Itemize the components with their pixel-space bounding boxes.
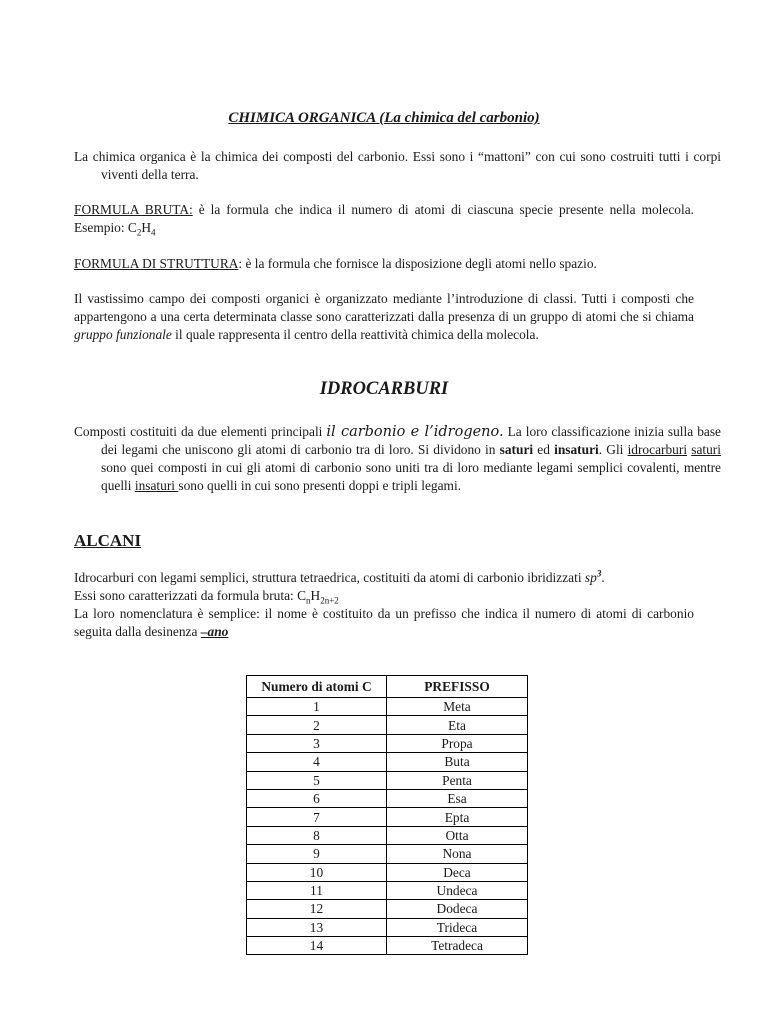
table-cell-prefisso: Otta — [387, 826, 528, 844]
classi-text1: Il vastissimo campo dei composti organici è organizzato mediante l’introduzione di classi. Tutti i composti che appartengono a una certa determinata classe sono caratterizzati dalla presenza di un gruppo di atomi che si chiama — [74, 291, 694, 324]
formula-bruta-h: H — [141, 220, 152, 235]
table-row — [247, 789, 528, 807]
table-row — [247, 845, 528, 863]
idro-p7: sono quelli in cui sono presenti doppi e tripli legami. — [178, 478, 462, 493]
alcani-l3: La loro nomenclatura è semplice: il nome è costituito da un prefisso che indica il numero di atomi di carbonio seguita dalla desinenza — [74, 606, 694, 639]
intro-text: La chimica organica è la chimica dei composti del carbonio. Essi sono i “mattoni” con cui sono costruiti tutti i corpi viventi della terra. — [74, 149, 721, 182]
classi-text2: il quale rappresenta il centro della reattività chimica della molecola. — [171, 327, 539, 342]
idrocarburi-paragraph — [74, 423, 721, 495]
formula-bruta-sub1: 2 — [136, 227, 142, 238]
formula-bruta-sub2: 4 — [151, 227, 156, 238]
idro-hand: il carbonio e l’idrogeno. — [326, 424, 504, 440]
gruppo-funzionale: gruppo funzionale — [74, 327, 172, 342]
table-cell-numero: 5 — [247, 771, 387, 789]
table-row — [247, 698, 528, 716]
alcani-line2 — [74, 587, 694, 605]
table-cell-prefisso: Eta — [387, 716, 528, 734]
table-row — [247, 881, 528, 899]
formula-bruta-text: è la formula che indica il numero di atomi di ciascuna specie presente nella molecola. Esempio: C — [74, 202, 694, 235]
table-cell-numero: 13 — [247, 918, 387, 936]
idro-p1: Composti costituiti da due elementi principali — [74, 424, 327, 439]
alcani-l2: Essi sono caratterizzati da formula bruta: C — [74, 588, 307, 603]
table-cell-numero: 10 — [247, 863, 387, 881]
formula-struttura-text: : è la formula che fornisce la disposizione degli atomi nello spazio. — [238, 256, 597, 271]
table-cell-prefisso: Nona — [387, 845, 528, 863]
table-row — [247, 808, 528, 826]
formula-struttura-label: FORMULA DI STRUTTURA — [74, 256, 239, 271]
table-row — [247, 937, 528, 955]
alcani-heading: ALCANI — [74, 531, 142, 550]
table-row — [247, 771, 528, 789]
idro-saturi-bold: saturi — [499, 442, 534, 457]
table-row — [247, 753, 528, 771]
table-cell-prefisso: Penta — [387, 771, 528, 789]
idro-saturi-u: saturi — [691, 442, 721, 457]
table-header-row — [247, 676, 528, 698]
table-cell-prefisso: Esa — [387, 789, 528, 807]
table-row — [247, 900, 528, 918]
formula-bruta-label: FORMULA BRUTA: — [74, 202, 193, 217]
alcani-l1-end: . — [601, 570, 605, 585]
prefix-table — [246, 675, 528, 955]
table-header-prefisso: PREFISSO — [387, 676, 528, 698]
idro-insaturi-u: insaturi — [134, 478, 179, 493]
idro-p4: . Gli — [598, 442, 628, 457]
alcani-line1 — [74, 569, 694, 587]
alcani-paragraph — [74, 569, 694, 641]
idro-idrocarburi-u: idrocarburi — [627, 442, 688, 457]
table-cell-numero: 4 — [247, 753, 387, 771]
table-cell-numero: 3 — [247, 734, 387, 752]
table-cell-prefisso: Epta — [387, 808, 528, 826]
table-cell-numero: 6 — [247, 789, 387, 807]
table-cell-numero: 2 — [247, 716, 387, 734]
alcani-sp-sup: 3 — [596, 568, 602, 579]
alcani-l2-h: H — [310, 588, 321, 603]
idrocarburi-heading: IDROCARBURI — [319, 379, 449, 399]
table-cell-prefisso: Propa — [387, 734, 528, 752]
table-row — [247, 734, 528, 752]
table-cell-numero: 7 — [247, 808, 387, 826]
idro-p2: La loro classificazione inizia sulla base dei legami che uniscono gli atomi di carbonio tra di loro. Si dividono in — [101, 424, 721, 457]
intro-paragraph — [74, 148, 721, 184]
table-cell-numero: 11 — [247, 881, 387, 899]
table-cell-prefisso: Meta — [387, 698, 528, 716]
table-cell-numero: 14 — [247, 937, 387, 955]
table-header-numero: Numero di atomi C — [247, 676, 387, 698]
table-cell-numero: 8 — [247, 826, 387, 844]
table-row — [247, 918, 528, 936]
table-row — [247, 716, 528, 734]
page-title: CHIMICA ORGANICA (La chimica del carbonio) — [228, 110, 540, 126]
table-cell-numero: 12 — [247, 900, 387, 918]
table-cell-numero: 1 — [247, 698, 387, 716]
table-row — [247, 863, 528, 881]
formula-struttura-paragraph — [74, 255, 694, 273]
alcani-l1: Idrocarburi con legami semplici, struttura tetraedrica, costituiti da atomi di carbonio ibridizzati — [74, 570, 585, 585]
alcani-sp: sp — [584, 570, 597, 585]
alcani-ano: –ano — [200, 624, 229, 639]
table-row — [247, 826, 528, 844]
table-cell-prefisso: Tetradeca — [387, 937, 528, 955]
table-cell-numero: 9 — [247, 845, 387, 863]
idro-p6: sono quei composti in cui gli atomi di carbonio sono uniti tra di loro mediante legami semplici covalenti, mentre quelli — [101, 460, 721, 493]
alcani-line3 — [74, 605, 694, 641]
classi-paragraph — [74, 290, 694, 344]
table-cell-prefisso: Trideca — [387, 918, 528, 936]
table-cell-prefisso: Dodeca — [387, 900, 528, 918]
table-cell-prefisso: Buta — [387, 753, 528, 771]
table-cell-prefisso: Undeca — [387, 881, 528, 899]
table-cell-prefisso: Deca — [387, 863, 528, 881]
formula-bruta-paragraph — [74, 201, 694, 237]
alcani-l2-sub2: 2n+2 — [320, 595, 339, 606]
idro-insaturi-bold: insaturi — [554, 442, 599, 457]
alcani-l2-sub1: n — [306, 595, 311, 606]
idro-p3: ed — [533, 442, 555, 457]
